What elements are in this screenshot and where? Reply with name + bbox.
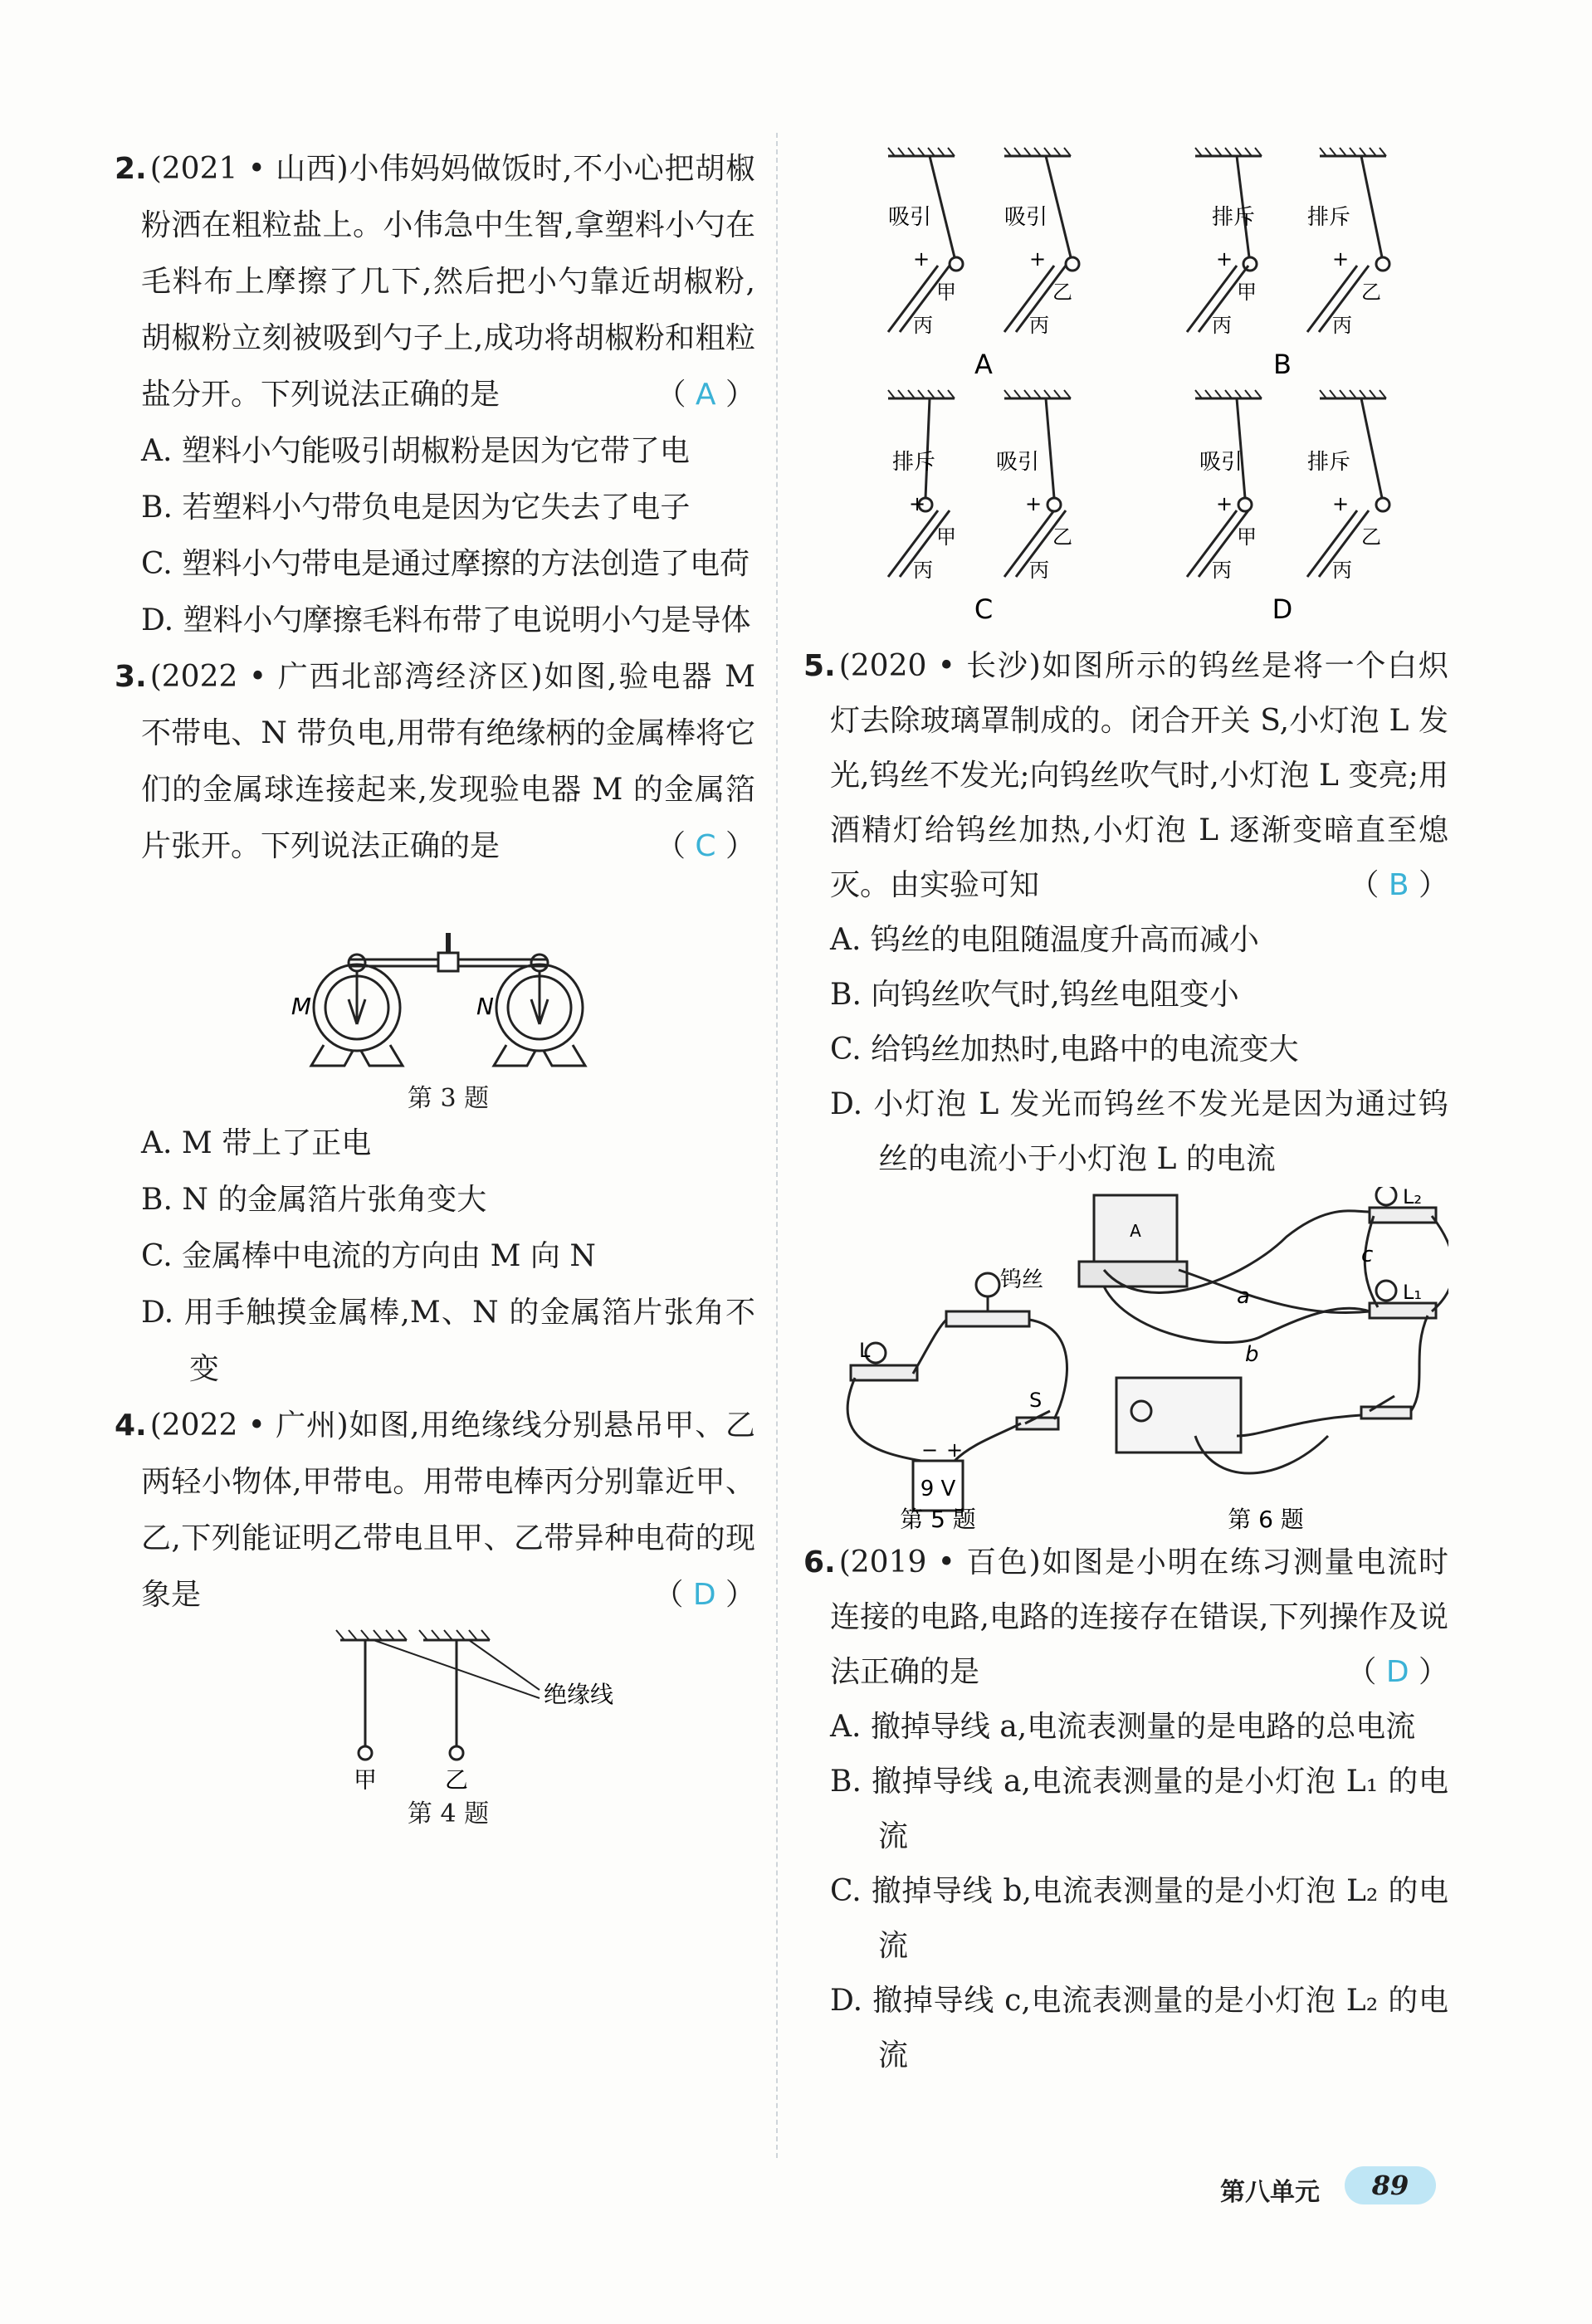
label-l2: L₂ [1403,1187,1422,1208]
option: B. 撤掉导线 a,电流表测量的是小灯泡 L₁ 的电流 [830,1765,1448,1853]
question-number: 5. [803,649,836,683]
label-n: N [476,993,494,1020]
question-text: (2019 • 百色)如图是小明在练习测量电流时连接的电路,电路的连接存在错误,下列操作及说法正确的是 [830,1545,1448,1689]
label-bing: 丙 [1212,314,1232,337]
label-s: S [1029,1389,1043,1412]
question-number: 2. [115,152,147,186]
question-text: (2022 • 广州)如图,用绝缘线分别悬吊甲、乙两轻小物体,甲带电。用带电棒丙分别靠近甲、乙,下列能证明乙带电且甲、乙带异种电荷的现象是 [141,1409,755,1612]
label-bing: 丙 [1332,559,1352,582]
label-a: a [1237,1284,1250,1309]
option: D. 用手触摸金属棒,M、N 的金属箔片张角不变 [141,1296,755,1386]
right-effect: 排斥 [1307,450,1351,475]
option: C. 塑料小勺带电是通过摩擦的方法创造了电荷 [141,547,750,581]
question-text: (2021 • 山西)小伟妈妈做饭时,不小心把胡椒粉洒在粗粒盐上。小伟急中生智,拿塑料小勺在毛料布上摩擦了几下,然后把小勺靠近胡椒粉,胡椒粉立刻被吸到勺子上,成功将胡椒粉和粗粒盐分开。下列说法正确的是 [141,152,755,412]
option: A. 钨丝的电阻随温度升高而减小 [830,923,1259,957]
label-l1: L₁ [1403,1281,1422,1304]
figure-caption: 第 4 题 [407,1799,490,1828]
q4-option-d [1187,390,1389,625]
figure-q3-electroscopes [141,875,755,1116]
electroscope-diagram [141,875,755,1074]
option: A. M 带上了正电 [141,1126,372,1160]
left-effect: 吸引 [1199,450,1243,475]
label-bing: 丙 [1332,314,1352,337]
right-effect: 吸引 [996,450,1040,475]
question-number: 4. [115,1409,147,1443]
page-number: 89 [1345,2166,1436,2204]
figure-caption: 第 3 题 [407,1084,490,1113]
option-letter: B [1273,349,1292,380]
answer-letter: C [695,829,716,863]
label-c: c [1361,1243,1374,1267]
label-yi: 乙 [1052,525,1072,549]
label-jia: 甲 [1237,525,1257,549]
battery-plus: + [946,1438,964,1462]
page-footer [1220,2166,1453,2208]
label-yi: 乙 [1361,525,1381,549]
answer-bracket: （ D ） [653,1578,755,1612]
column-divider [776,133,778,2158]
left-effect: 排斥 [1212,205,1256,230]
plus-sign: + [1025,492,1043,515]
question-number: 3. [115,660,147,694]
answer-letter: D [1385,1655,1409,1689]
label-yi: 乙 [1052,281,1072,304]
suspension-diagram [141,1623,755,1789]
label-battery: 9 V [920,1477,956,1501]
label-jia: 甲 [353,1766,378,1789]
figure-caption: 第 6 题 [1228,1506,1304,1533]
option: C. 给钨丝加热时,电路中的电流变大 [830,1033,1299,1067]
question-4 [115,1398,755,1623]
plus-sign: + [913,247,930,271]
label-yi: 乙 [1361,281,1381,304]
label-bing: 丙 [913,559,933,582]
answer-bracket: （ C ） [655,829,755,863]
label-m: M [291,993,311,1020]
right-column [803,141,1448,2083]
label-jia: 甲 [936,525,956,549]
answer-letter: B [1388,868,1409,902]
option: B. 若塑料小勺带负电是因为它失去了电子 [141,491,691,525]
option-letter: A [974,349,993,380]
answer-bracket: （ B ） [1349,868,1448,902]
label-l: L [859,1339,871,1362]
label-tungsten: 钨丝 [1000,1267,1044,1292]
option: D. 小灯泡 L 发光而钨丝不发光是因为通过钨丝的电流小于小灯泡 L 的电流 [830,1087,1448,1176]
option: B. N 的金属箔片张角变大 [141,1183,487,1217]
left-column [115,141,755,1831]
plus-sign: + [1029,247,1047,271]
unit-label: 第八单元 [1220,2178,1320,2207]
option: D. 撤掉导线 c,电流表测量的是小灯泡 L₂ 的电流 [830,1984,1448,2073]
question-2 [115,141,755,423]
answer-letter: D [692,1578,716,1612]
q4-option-a [888,148,1079,380]
figure-q5-q6-circuits [830,1187,1448,1536]
option: C. 金属棒中电流的方向由 M 向 N [141,1239,596,1273]
label-jia: 甲 [936,281,956,304]
option: B. 向钨丝吹气时,钨丝电阻变小 [830,978,1239,1012]
option-letter: C [974,593,994,625]
figure-q4-options [830,141,1448,639]
question-text: (2022 • 广西北部湾经济区)如图,验电器 M 不带电、N 带负电,用带有绝缘柄的金属棒将它们的金属球连接起来,发现验电器 M 的金属箔片张开。下列说法正确的是 [141,660,755,863]
left-effect: 排斥 [892,450,936,475]
label-jia: 甲 [1237,281,1257,304]
option: A. 撤掉导线 a,电流表测量的是电路的总电流 [830,1710,1416,1744]
plus-sign: + [1332,247,1350,271]
label-bing: 丙 [1029,559,1049,582]
label-yi: 乙 [444,1766,469,1789]
question-text: (2020 • 长沙)如图所示的钨丝是将一个白炽灯去除玻璃罩制成的。闭合开关 S,小灯泡 L 发光,钨丝不发光;向钨丝吹气时,小灯泡 L 变亮;用酒精灯给钨丝加热,小灯泡 L 逐渐变暗直至熄灭。由实验可知 [830,649,1448,902]
label-bing: 丙 [1029,314,1049,337]
option: A. 塑料小勺能吸引胡椒粉是因为它带了电 [141,434,690,468]
left-effect: 吸引 [888,205,932,230]
plus-sign: + [1332,492,1350,515]
right-effect: 吸引 [1004,205,1048,230]
question-6 [803,1536,1448,1700]
q4-option-b [1187,148,1389,380]
circuit-diagrams [830,1187,1448,1536]
answer-bracket: （ D ） [1346,1655,1448,1689]
label-wire: 绝缘线 [544,1681,614,1708]
figure-caption: 第 5 题 [900,1506,976,1533]
question-3 [115,649,755,875]
label-bing: 丙 [913,314,933,337]
meter-label: A [1130,1221,1141,1241]
option: C. 撤掉导线 b,电流表测量的是小灯泡 L₂ 的电流 [830,1874,1448,1963]
q4-option-c [888,390,1072,625]
right-effect: 排斥 [1307,205,1351,230]
plus-sign: + [1216,247,1233,271]
option-letter: D [1272,593,1293,625]
answer-bracket: （ A ） [656,378,755,412]
plus-sign: + [1216,492,1233,515]
figure-q4-suspended-objects [141,1623,755,1831]
label-bing: 丙 [1212,559,1232,582]
question-number: 6. [803,1545,836,1579]
plus-sign: + [909,492,926,515]
label-b: b [1245,1342,1259,1367]
battery-minus: − [921,1438,939,1462]
question-5 [803,639,1448,913]
answer-letter: A [695,378,716,412]
q4-option-grid [830,141,1448,639]
option: D. 塑料小勺摩擦毛料布带了电说明小勺是导体 [141,603,751,637]
